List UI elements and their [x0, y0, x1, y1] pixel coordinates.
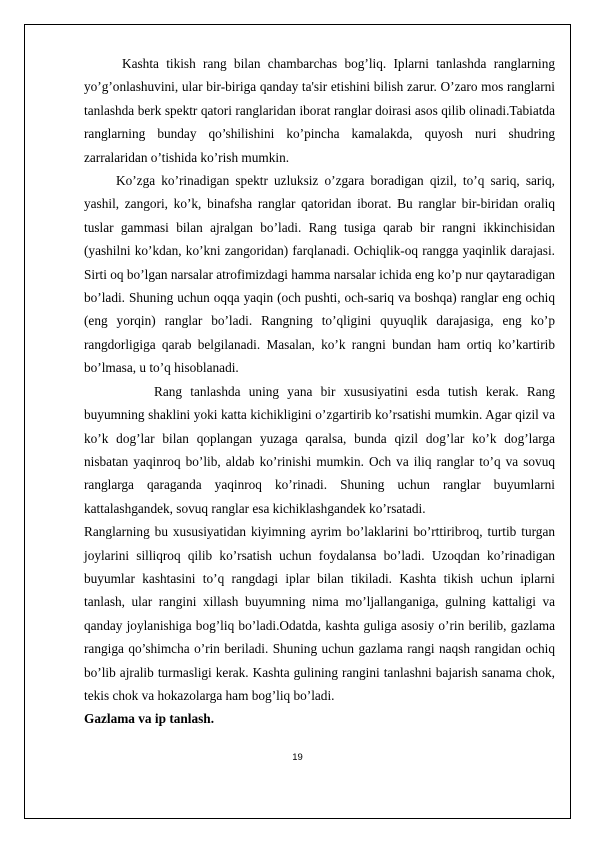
document-body [84, 52, 555, 731]
paragraph-color-usage: Ranglarning bu xususiyatidan kiyimning ayrim bo’laklarini bo’rttiribroq, turtib turgan joylarini silliqroq qilib ko’rsatish uchun foydalansa bo’ladi. Uzoqdan ko’rinadigan buyumlar kashtasini to’q rangdagi iplar bilan tikiladi. Kashta tikish uchun iplarni tanlash, ular rangini xillash buyumning nima mo’ljallanganiga, gulning kattaligi va qanday joylanishiga bog’liq bo’ladi.Odatda, kashta guliga asosiy o’rin berilib, gazlama rangiga qo’shimcha o’rin beriladi. Shuning uchun gazlama rangi naqsh rangidan ochiq bo’lib ajralib turmasligi kerak. Kashta gulining rangini tanlashni bajarish sanama chok, tekis chok va hokazolarga ham bog’liq bo’ladi. [84, 524, 555, 703]
page-number: 19 [292, 752, 303, 763]
section-heading: Gazlama va ip tanlash. [84, 711, 215, 727]
paragraph-color-perception: Rang tanlashda uning yana bir xususiyatini esda tutish kerak. Rang buyumning shaklini yoki katta kichikligini o’zgartirib ko’rsatishi mumkin. Agar qizil va ko’k dog’lar bilan qoplangan yuzaga qaralsa, bunda qizil dog’lar ko’k dog’larga nisbatan yaqinroq bo’lib, aldab ko’rinishi mumkin. Och va iliq ranglar to’q va sovuq ranglarga qaraganda yaqinroq ko’rinadi. Shuning uchun ranglar buyumlarni kattalashgandek, sovuq ranglar esa kichiklashgandek ko’rsatadi. [84, 383, 555, 516]
paragraph-visible-spectrum: Ko’zga ko’rinadigan spektr uzluksiz o’zgara boradigan qizil, to’q sariq, sariq, yashil, zangori, ko’k, binafsha ranglar qatoridan iborat. Bu ranglar bir-biridan oraliq tuslar gammasi bilan ajralgan bo’ladi. Rang tusiga qarab bir rangni ikkinchisidan (yashilni ko’kdan, ko’kni zangoridan) farqlanadi. Ochiqlik-oq rangga yaqinlik darajasi. Sirti oq bo’lgan narsalar atrofimizdagi hamma narsalar ichida eng ko’p nur qaytaradigan bo’ladi. Shuning uchun oqqa yaqin (och pushti, och-sariq va boshqa) ranglar eng ochiq (eng yorqin) ranglar bo’ladi. Rangning to’qligini quyuqlik darajasiga, eng ko’p rangdorligiga qarab belgilanadi. Masalan, ko’k rangni bundan ham ortiq ko’kartirib bo’lmasa, u to’q hisoblanadi. [84, 173, 555, 376]
paragraph-embroidery-color: Kashta tikish rang bilan chambarchas bog’liq. Iplarni tanlashda ranglarning yo’g’onlashuvini, ular bir-biriga qanday ta'sir etishini bilish zarur. O’zaro mos ranglarni tanlashda berk spektr qatori ranglaridan iborat ranglar doirasi asos qilib olinadi.Tabiatda ranglarning bunday qo’shilishini ko’pincha kamalakda, quyosh nuri shudring zarralaridan o’tishida ko’rish mumkin. [84, 56, 555, 165]
